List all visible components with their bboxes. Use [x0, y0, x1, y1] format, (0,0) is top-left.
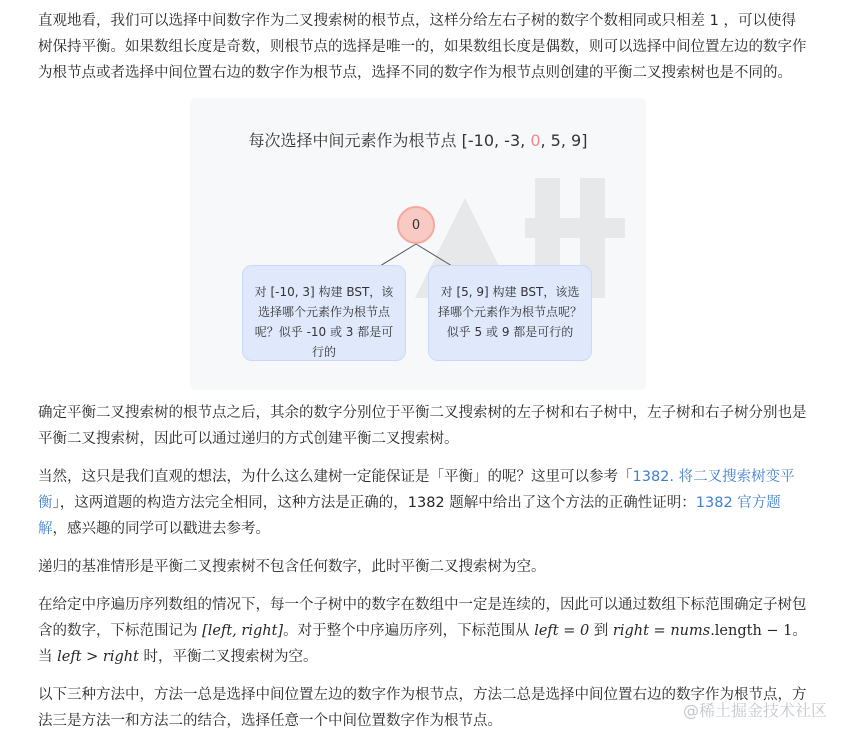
paragraph-methods: 以下三种方法中，方法一总是选择中间位置左边的数字作为根节点，方法二总是选择中间位置右边的数字作为根节点，方法三是方法一和方法二的结合，选择任意一个中间位置数字作为根节点。: [38, 687, 807, 729]
range-text-e: 时，平衡二叉搜索树为空。: [138, 649, 318, 665]
link-1382-problem[interactable]: 1382. 将二叉搜索树变平衡: [38, 469, 795, 511]
edge-right: [416, 244, 452, 266]
math-left-gt-right: left > right: [57, 649, 139, 665]
link-1382-solution[interactable]: 1382 官方题解: [38, 495, 781, 537]
article-body: [38, 8, 808, 734]
root-node: 0: [397, 206, 435, 244]
left-subtree-box: 对 [-10, 3] 构建 BST，该选择哪个元素作为根节点呢？似乎 -10 或 3 都是可行的: [242, 265, 406, 361]
reference-text-b: 」，这两道题的构造方法完全相同，这种方法是正确的，1382 题解中给出了这个方法的正确性证明：: [52, 495, 696, 511]
diagram-title-prefix: 每次选择中间元素作为根节点 [-10, -3,: [248, 131, 531, 150]
range-text-a: 在给定中序遍历序列数组的情况下，每一个子树中的数字在数组中一定是连续的，因此可以通过数组下标范围确定子树包含的数字，下标范围记为: [38, 597, 807, 639]
math-right-eq-a: right =: [612, 623, 671, 639]
math-right-eq-c: .length − 1: [710, 623, 793, 639]
bst-diagram: [190, 98, 646, 390]
math-left-zero: left = 0: [534, 623, 590, 639]
right-subtree-box: 对 [5, 9] 构建 BST，该选择哪个元素作为根节点呢？似乎 5 或 9 都是可行的: [428, 265, 592, 361]
paragraph-recursion: 确定平衡二叉搜索树的根节点之后，其余的数字分别位于平衡二叉搜索树的左子树和右子树中，左子树和右子树分别也是平衡二叉搜索树，因此可以通过递归的方式创建平衡二叉搜索树。: [38, 405, 807, 447]
site-watermark: [683, 698, 827, 721]
edge-left: [380, 244, 416, 266]
math-right-eq: [613, 623, 792, 639]
paragraph-index-range: [38, 592, 808, 670]
range-text-c: 到: [589, 623, 613, 639]
paragraph-intro: 直观地看，我们可以选择中间数字作为二叉搜索树的根节点，这样分给左右子树的数字个数相同或只相差 1 ，可以使得树保持平衡。如果数组长度是奇数，则根节点的选择是唯一的，如果数组长度是偶数，则可以选择中间位置左边的数字作为根节点或者选择中间位置右边的数字作为根节点，选择不同的数字作为根节点则创建的平衡二叉搜索树也是不同的。: [38, 13, 807, 81]
reference-text-a: 当然，这只是我们直观的想法，为什么这么建树一定能保证是「平衡」的呢？这里可以参考「: [38, 469, 633, 485]
math-right-eq-b: nums: [670, 623, 711, 639]
diagram-title-suffix: , 5, 9]: [540, 131, 588, 150]
math-left-right: [left, right]: [202, 623, 284, 639]
diagram-title-highlight: 0: [530, 131, 541, 150]
paragraph-base-case: 递归的基准情形是平衡二叉搜索树不包含任何数字，此时平衡二叉搜索树为空。: [38, 559, 546, 575]
watermark-text: @稀土掘金技术社区: [682, 701, 827, 720]
paragraph-reference: [38, 464, 808, 542]
reference-text-c: ，感兴趣的同学可以戳进去参考。: [52, 521, 270, 537]
range-text-b: 。对于整个中序遍历序列，下标范围从: [283, 623, 535, 639]
range-text-d: 。当: [38, 623, 807, 665]
